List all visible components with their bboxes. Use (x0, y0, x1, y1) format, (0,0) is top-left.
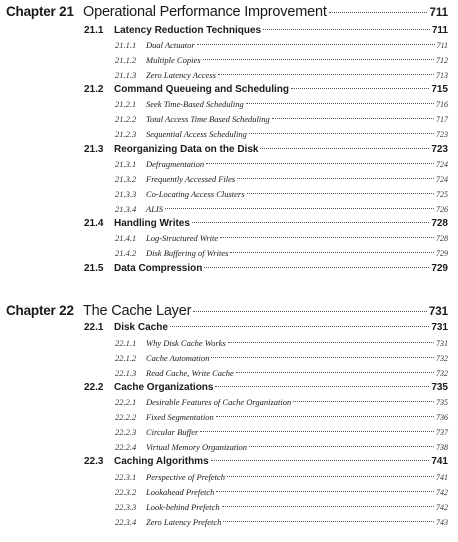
chapter-heading[interactable] (6, 303, 448, 323)
subsection-page: 735 (436, 398, 448, 407)
subsection-entry[interactable] (115, 40, 448, 53)
subsection-page: 712 (436, 56, 448, 65)
subsection-page: 724 (436, 175, 448, 184)
section-entry[interactable] (84, 456, 448, 470)
subsection-title: Disk Buffering of Writes (146, 248, 229, 258)
subsection-page: 716 (436, 100, 448, 109)
section-number: 21.5 (84, 263, 104, 274)
dot-leader (272, 118, 434, 119)
subsection-title: Seek Time-Based Scheduling (146, 99, 244, 109)
dot-leader (216, 491, 434, 492)
dot-leader (237, 178, 434, 179)
subsection-title: Look-behind Prefetch (146, 502, 220, 512)
subsection-page: 711 (436, 41, 448, 50)
dot-leader (200, 431, 434, 432)
dot-leader (247, 193, 434, 194)
dot-leader (192, 222, 429, 223)
section-title: Cache Organizations (114, 382, 214, 393)
subsection-number: 22.3.1 (115, 472, 137, 482)
subsection-number: 22.2.1 (115, 397, 137, 407)
subsection-entry[interactable] (115, 472, 448, 485)
subsection-title: Perspective of Prefetch (146, 472, 225, 482)
subsection-entry[interactable] (115, 99, 448, 112)
section-entry[interactable] (84, 144, 448, 158)
subsection-entry[interactable] (115, 368, 448, 381)
subsection-title: Virtual Memory Organization (146, 442, 248, 452)
dot-leader (329, 12, 428, 13)
section-entry[interactable] (84, 218, 448, 232)
dot-leader (211, 460, 430, 461)
subsection-entry[interactable] (115, 397, 448, 410)
subsection-entry[interactable] (115, 114, 448, 127)
section-title: Data Compression (114, 263, 203, 274)
dot-leader (223, 521, 434, 522)
subsection-title: Frequently Accessed Files (146, 174, 236, 184)
dot-leader (165, 208, 434, 209)
section-title: Command Queueing and Scheduling (114, 84, 290, 95)
subsection-page: 713 (436, 71, 448, 80)
subsection-number: 22.1.2 (115, 353, 137, 363)
section-page: 728 (431, 218, 448, 229)
subsection-entry[interactable] (115, 412, 448, 425)
subsection-number: 21.4.1 (115, 233, 137, 243)
subsection-entry[interactable] (115, 55, 448, 68)
subsection-number: 22.2.4 (115, 442, 137, 452)
chapter-label: Chapter 22 (6, 303, 74, 318)
subsection-title: Why Disk Cache Works (146, 338, 226, 348)
subsection-number: 21.1.2 (115, 55, 137, 65)
subsection-entry[interactable] (115, 233, 448, 246)
subsection-number: 21.1.3 (115, 70, 137, 80)
subsection-entry[interactable] (115, 353, 448, 366)
section-page: 729 (431, 263, 448, 274)
subsection-page: 724 (436, 160, 448, 169)
subsection-entry[interactable] (115, 70, 448, 83)
subsection-number: 22.2.3 (115, 427, 137, 437)
subsection-entry[interactable] (115, 159, 448, 172)
section-number: 22.3 (84, 456, 104, 467)
section-entry[interactable] (84, 84, 448, 98)
dot-leader (293, 401, 434, 402)
subsection-entry[interactable] (115, 204, 448, 217)
chapter-heading[interactable] (6, 4, 448, 24)
dot-leader (215, 386, 429, 387)
subsection-title: Log-Structured Write (146, 233, 219, 243)
subsection-page: 731 (436, 339, 448, 348)
subsection-entry[interactable] (115, 129, 448, 142)
subsection-entry[interactable] (115, 189, 448, 202)
subsection-number: 21.2.3 (115, 129, 137, 139)
subsection-title: Circular Buffer (146, 427, 199, 437)
subsection-number: 22.3.3 (115, 502, 137, 512)
subsection-entry[interactable] (115, 338, 448, 351)
dot-leader (206, 163, 434, 164)
subsection-number: 22.1.3 (115, 368, 137, 378)
subsection-number: 21.1.1 (115, 40, 137, 50)
dot-leader (197, 44, 435, 45)
dot-leader (228, 342, 434, 343)
section-page: 741 (431, 456, 448, 467)
chapter-title: The Cache Layer (83, 303, 192, 319)
dot-leader (263, 29, 430, 30)
subsection-page: 743 (436, 518, 448, 527)
dot-leader (291, 88, 429, 89)
subsection-title: Fixed Segmentation (146, 412, 214, 422)
subsection-page: 737 (436, 428, 448, 437)
dot-leader (249, 446, 434, 447)
dot-leader (230, 252, 434, 253)
dot-leader (203, 59, 434, 60)
subsection-title: Read Cache, Write Cache (146, 368, 234, 378)
subsection-number: 22.3.4 (115, 517, 137, 527)
subsection-page: 717 (436, 115, 448, 124)
subsection-entry[interactable] (115, 502, 448, 515)
subsection-title: Desirable Features of Cache Organization (146, 397, 292, 407)
subsection-title: Cache Automation (146, 353, 210, 363)
subsection-entry[interactable] (115, 517, 448, 530)
chapter-page: 711 (429, 7, 448, 19)
subsection-title: Total Access Time Based Scheduling (146, 114, 270, 124)
section-number: 21.4 (84, 218, 104, 229)
section-entry[interactable] (84, 382, 448, 396)
dot-leader (246, 103, 434, 104)
subsection-title: Zero Latency Access (146, 70, 216, 80)
section-number: 22.2 (84, 382, 104, 393)
dot-leader (204, 267, 429, 268)
subsection-number: 21.4.2 (115, 248, 137, 258)
chapter-label: Chapter 21 (6, 4, 74, 19)
subsection-title: Sequential Access Scheduling (146, 129, 247, 139)
section-title: Latency Reduction Techniques (114, 25, 262, 36)
dot-leader (222, 506, 434, 507)
section-number: 21.3 (84, 144, 104, 155)
subsection-title: Dual Actuator (146, 40, 195, 50)
subsection-entry[interactable] (115, 427, 448, 440)
subsection-entry[interactable] (115, 174, 448, 187)
section-number: 22.1 (84, 322, 104, 333)
dot-leader (227, 476, 434, 477)
section-page: 715 (431, 84, 448, 95)
subsection-number: 21.3.2 (115, 174, 137, 184)
subsection-number: 21.2.1 (115, 99, 137, 109)
section-page: 731 (431, 322, 448, 333)
subsection-number: 21.3.4 (115, 204, 137, 214)
subsection-number: 21.3.1 (115, 159, 137, 169)
dot-leader (193, 311, 427, 312)
subsection-title: Zero Latency Prefetch (146, 517, 222, 527)
subsection-page: 742 (436, 503, 448, 512)
subsection-entry[interactable] (115, 442, 448, 455)
subsection-page: 726 (436, 205, 448, 214)
dot-leader (236, 372, 434, 373)
subsection-page: 742 (436, 488, 448, 497)
subsection-page: 736 (436, 413, 448, 422)
section-title: Reorganizing Data on the Disk (114, 144, 259, 155)
section-entry[interactable] (84, 25, 448, 39)
subsection-title: ALIS (146, 204, 163, 214)
subsection-page: 729 (436, 249, 448, 258)
subsection-number: 21.2.2 (115, 114, 137, 124)
subsection-number: 22.2.2 (115, 412, 137, 422)
section-page: 735 (431, 382, 448, 393)
subsection-title: Lookahead Prefetch (146, 487, 215, 497)
dot-leader (216, 416, 434, 417)
section-number: 21.1 (84, 25, 104, 36)
chapter-page: 731 (428, 306, 448, 318)
subsection-title: Defragmentation (146, 159, 205, 169)
subsection-page: 725 (436, 190, 448, 199)
subsection-page: 738 (436, 443, 448, 452)
subsection-number: 21.3.3 (115, 189, 137, 199)
subsection-title: Co-Locating Access Clusters (146, 189, 245, 199)
subsection-page: 732 (436, 354, 448, 363)
dot-leader (260, 148, 429, 149)
dot-leader (220, 237, 434, 238)
dot-leader (211, 357, 434, 358)
section-entry[interactable] (84, 322, 448, 336)
chapter-title: Operational Performance Improvement (83, 4, 327, 20)
section-number: 21.2 (84, 84, 104, 95)
subsection-title: Multiple Copies (146, 55, 201, 65)
section-title: Disk Cache (114, 322, 168, 333)
dot-leader (249, 133, 434, 134)
section-page: 711 (431, 25, 448, 36)
subsection-page: 732 (436, 369, 448, 378)
section-entry[interactable] (84, 263, 448, 277)
section-page: 723 (431, 144, 448, 155)
dot-leader (170, 326, 429, 327)
subsection-page: 728 (436, 234, 448, 243)
section-title: Handling Writes (114, 218, 190, 229)
subsection-entry[interactable] (115, 248, 448, 261)
subsection-number: 22.1.1 (115, 338, 137, 348)
subsection-number: 22.3.2 (115, 487, 137, 497)
section-title: Caching Algorithms (114, 456, 209, 467)
subsection-page: 741 (436, 473, 448, 482)
subsection-page: 723 (436, 130, 448, 139)
dot-leader (218, 74, 434, 75)
subsection-entry[interactable] (115, 487, 448, 500)
